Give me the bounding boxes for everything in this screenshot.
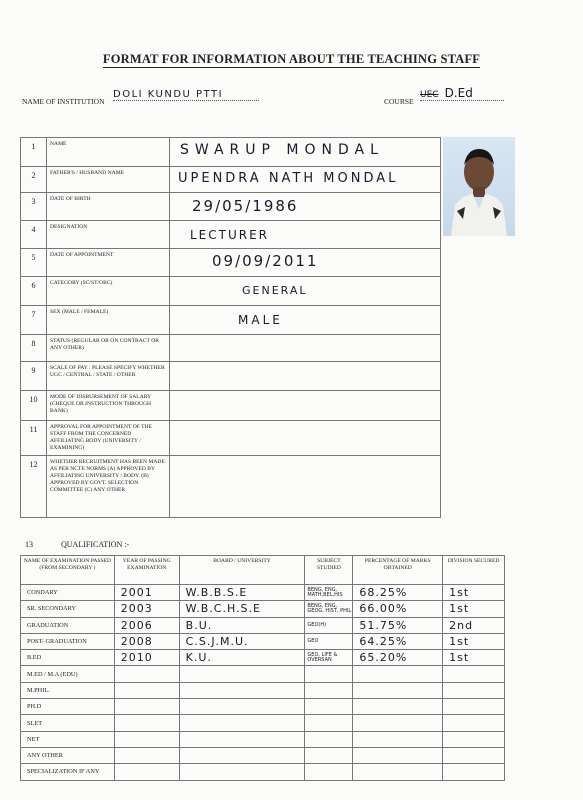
field-value: GENERAL bbox=[242, 284, 308, 297]
qualification-row bbox=[21, 585, 505, 601]
division-value bbox=[443, 749, 449, 762]
row-number: 3 bbox=[21, 193, 47, 221]
exam-name-cell bbox=[21, 731, 115, 747]
field-value-cell bbox=[170, 391, 441, 421]
percentage-value-cell bbox=[353, 650, 443, 666]
exam-name-cell bbox=[21, 699, 115, 715]
exam-name: POST- GRADUATION bbox=[27, 638, 87, 646]
field-value-cell bbox=[170, 249, 441, 277]
percentage-value-cell bbox=[353, 682, 443, 698]
board-value-cell bbox=[179, 650, 305, 666]
year-value bbox=[115, 765, 121, 778]
percentage-value: 68.25% bbox=[359, 586, 408, 600]
subject-value-cell bbox=[305, 747, 353, 763]
header-exam: NAME OF EXAMINATION PASSED (FROM SECONDARY ) bbox=[21, 556, 115, 585]
board-value bbox=[180, 684, 186, 697]
division-value-cell bbox=[443, 666, 505, 682]
percentage-value-cell bbox=[353, 585, 443, 601]
percentage-value: 64.25% bbox=[359, 635, 408, 649]
division-value-cell bbox=[443, 715, 505, 731]
header-division: DIVISION SECURED bbox=[443, 556, 505, 585]
info-row bbox=[21, 167, 441, 193]
info-row bbox=[21, 421, 441, 456]
division-value bbox=[443, 684, 449, 697]
exam-name: SR. SECONDARY bbox=[27, 605, 76, 613]
board-value-cell bbox=[179, 617, 305, 633]
info-row bbox=[21, 335, 441, 362]
division-value-cell bbox=[443, 633, 505, 649]
info-row bbox=[21, 249, 441, 277]
qualification-heading: QUALIFICATION :- bbox=[61, 540, 130, 549]
exam-name: M.ED / M.A (EDU) bbox=[27, 670, 78, 678]
division-value: 1st bbox=[449, 651, 470, 665]
subject-value-cell bbox=[305, 666, 353, 682]
board-value bbox=[180, 700, 186, 713]
percentage-value: 66.00% bbox=[359, 602, 408, 616]
exam-name-cell bbox=[21, 650, 115, 666]
exam-name-cell bbox=[21, 747, 115, 763]
field-value-cell bbox=[170, 277, 441, 306]
row-number: 6 bbox=[21, 277, 47, 306]
qualification-row bbox=[21, 633, 505, 649]
board-value: K.U. bbox=[185, 651, 212, 665]
subject-value-cell bbox=[305, 699, 353, 715]
field-value-cell bbox=[170, 221, 441, 249]
course-label: COURSE bbox=[384, 97, 414, 106]
qualification-row bbox=[21, 666, 505, 682]
board-value: W.B.B.S.E bbox=[185, 586, 248, 600]
percentage-value-cell bbox=[353, 699, 443, 715]
board-value bbox=[180, 668, 186, 681]
division-value-cell bbox=[443, 731, 505, 747]
exam-name-cell bbox=[21, 585, 115, 601]
subject-value: BENG, ENG, MATH,BEL,HIS bbox=[307, 586, 343, 598]
field-label: APPROVAL FOR APPOINTMENT OF THE STAFF FROM THE CONCERNED AFFILIATING BODY (UNIVERSITY / EXAMINING) bbox=[47, 421, 170, 456]
page-title: FORMAT FOR INFORMATION ABOUT THE TEACHING STAFF bbox=[102, 52, 481, 66]
division-value-cell bbox=[443, 601, 505, 617]
division-value-cell bbox=[443, 585, 505, 601]
field-value: SWARUP MONDAL bbox=[180, 142, 384, 158]
field-label: WHETHER RECRUITMENT HAS BEEN MADE AS PER NCTE NORMS (A) APPROVED BY AFFILIATING UNIVERSITY / BODY. (B) APPROVED BY GOVT. SELECTION COMMITTEE (C) ANY OTHER bbox=[47, 456, 170, 518]
exam-name-cell bbox=[21, 617, 115, 633]
board-value-cell bbox=[179, 699, 305, 715]
board-value-cell bbox=[179, 666, 305, 682]
row-number: 11 bbox=[21, 421, 47, 456]
field-value-cell bbox=[170, 456, 441, 518]
row-number: 2 bbox=[21, 167, 47, 193]
division-value bbox=[443, 668, 449, 681]
division-value-cell bbox=[443, 747, 505, 763]
subject-value: GEO bbox=[307, 638, 319, 645]
year-value bbox=[115, 733, 121, 746]
division-value: 1st bbox=[449, 602, 470, 616]
division-value bbox=[443, 733, 449, 746]
percentage-value bbox=[353, 700, 359, 713]
row-number: 5 bbox=[21, 249, 47, 277]
qualification-number: 13 bbox=[25, 540, 33, 549]
year-value-cell bbox=[114, 585, 179, 601]
division-value bbox=[443, 765, 449, 778]
year-value: 2006 bbox=[120, 618, 153, 632]
exam-name: CONDARY bbox=[27, 589, 58, 597]
field-label: SEX (MALE / FEMALE) bbox=[47, 306, 170, 335]
board-value-cell bbox=[179, 731, 305, 747]
qualification-header-row bbox=[21, 556, 505, 585]
year-value: 2010 bbox=[120, 651, 153, 665]
field-value-cell bbox=[170, 306, 441, 335]
qualification-row bbox=[21, 682, 505, 698]
field-value-cell bbox=[170, 193, 441, 221]
board-value: C.S.J.M.U. bbox=[185, 635, 249, 649]
year-value: 2001 bbox=[120, 586, 153, 600]
division-value-cell bbox=[443, 617, 505, 633]
subject-value-cell bbox=[305, 682, 353, 698]
qualification-row bbox=[21, 650, 505, 666]
board-value bbox=[180, 749, 186, 762]
row-number: 12 bbox=[21, 456, 47, 518]
year-value-cell bbox=[114, 633, 179, 649]
qualification-row bbox=[21, 764, 505, 780]
course-struck-text: UEC bbox=[420, 90, 439, 100]
qualification-row bbox=[21, 715, 505, 731]
field-value-cell bbox=[170, 335, 441, 362]
field-label: DATE OF BIRTH bbox=[47, 193, 170, 221]
year-value bbox=[115, 684, 121, 697]
percentage-value-cell bbox=[353, 731, 443, 747]
header-board: BOARD / UNIVERSITY bbox=[179, 556, 305, 585]
field-value: 09/09/2011 bbox=[212, 252, 319, 270]
division-value: 2nd bbox=[449, 618, 474, 632]
percentage-value-cell bbox=[353, 666, 443, 682]
division-value-cell bbox=[443, 650, 505, 666]
year-value: 2008 bbox=[120, 635, 153, 649]
subject-value-cell bbox=[305, 650, 353, 666]
subject-value: BENG, ENG, GEOG, HIST, PHIL bbox=[307, 602, 352, 614]
percentage-value-cell bbox=[353, 715, 443, 731]
qualification-row bbox=[21, 617, 505, 633]
header-percentage: PERCENTAGE OF MARKS OBTAINED bbox=[353, 556, 443, 585]
info-row bbox=[21, 362, 441, 391]
division-value-cell bbox=[443, 682, 505, 698]
info-row bbox=[21, 391, 441, 421]
field-label: STATUS (REGULAR OR ON CONTRACT OR ANY OTHER) bbox=[47, 335, 170, 362]
percentage-value-cell bbox=[353, 764, 443, 780]
board-value-cell bbox=[179, 601, 305, 617]
row-number: 1 bbox=[21, 138, 47, 167]
course-value bbox=[420, 86, 504, 101]
year-value bbox=[115, 700, 121, 713]
field-value: MALE bbox=[238, 313, 283, 327]
field-label: MODE OF DISBURSEMENT OF SALARY (CHEQUE OR INSTRUCTION THROUGH BANK) bbox=[47, 391, 170, 421]
field-label: SCALE OF PAY : PLEASE SPECIFY WHETHER UGC / CENTRAL / STATE / OTHER bbox=[47, 362, 170, 391]
division-value-cell bbox=[443, 764, 505, 780]
division-value: 1st bbox=[449, 586, 470, 600]
exam-name: GRADUATION bbox=[27, 621, 69, 629]
qualification-row bbox=[21, 747, 505, 763]
field-label: CATEGORY (SC/ST/OBC) bbox=[47, 277, 170, 306]
percentage-value bbox=[353, 765, 359, 778]
subject-value-cell bbox=[305, 731, 353, 747]
exam-name: B.ED bbox=[27, 654, 42, 662]
exam-name: SPECIALIZATION IF ANY bbox=[27, 768, 100, 776]
field-value-cell bbox=[170, 362, 441, 391]
exam-name-cell bbox=[21, 666, 115, 682]
field-value-cell bbox=[170, 421, 441, 456]
subject-value-cell bbox=[305, 617, 353, 633]
field-value-cell bbox=[170, 167, 441, 193]
exam-name-cell bbox=[21, 682, 115, 698]
exam-name-cell bbox=[21, 633, 115, 649]
field-label: NAME bbox=[47, 138, 170, 167]
subject-value-cell bbox=[305, 601, 353, 617]
year-value-cell bbox=[114, 747, 179, 763]
year-value-cell bbox=[114, 601, 179, 617]
exam-name: SLET bbox=[27, 719, 43, 727]
board-value: B.U. bbox=[185, 618, 213, 632]
percentage-value-cell bbox=[353, 601, 443, 617]
row-number: 7 bbox=[21, 306, 47, 335]
board-value bbox=[180, 717, 186, 730]
qualification-row bbox=[21, 699, 505, 715]
year-value-cell bbox=[114, 715, 179, 731]
year-value-cell bbox=[114, 764, 179, 780]
staff-photo bbox=[443, 137, 515, 236]
year-value bbox=[115, 668, 121, 681]
division-value bbox=[443, 700, 449, 713]
header-subject: SUBJECT STUDIED bbox=[305, 556, 353, 585]
year-value-cell bbox=[114, 682, 179, 698]
board-value bbox=[180, 733, 186, 746]
info-row bbox=[21, 221, 441, 249]
subject-value-cell bbox=[305, 764, 353, 780]
year-value-cell bbox=[114, 666, 179, 682]
board-value-cell bbox=[179, 682, 305, 698]
field-value: LECTURER bbox=[190, 228, 270, 242]
field-label: DESIGNATION bbox=[47, 221, 170, 249]
staff-info-table bbox=[20, 137, 441, 518]
division-value: 1st bbox=[449, 635, 470, 649]
field-value-cell bbox=[170, 138, 441, 167]
year-value-cell bbox=[114, 617, 179, 633]
row-number: 9 bbox=[21, 362, 47, 391]
percentage-value bbox=[353, 684, 359, 697]
year-value bbox=[115, 749, 121, 762]
subject-value: GEO, LIFE & OVERSAN bbox=[307, 651, 338, 663]
board-value-cell bbox=[179, 747, 305, 763]
board-value-cell bbox=[179, 764, 305, 780]
year-value-cell bbox=[114, 731, 179, 747]
percentage-value bbox=[353, 749, 359, 762]
exam-name-cell bbox=[21, 715, 115, 731]
year-value bbox=[115, 717, 121, 730]
percentage-value-cell bbox=[353, 633, 443, 649]
board-value-cell bbox=[179, 715, 305, 731]
year-value: 2003 bbox=[120, 602, 153, 616]
percentage-value bbox=[353, 733, 359, 746]
percentage-value: 51.75% bbox=[359, 618, 408, 632]
exam-name: PH.D bbox=[27, 703, 42, 711]
subject-value-cell bbox=[305, 715, 353, 731]
board-value-cell bbox=[179, 633, 305, 649]
year-value-cell bbox=[114, 650, 179, 666]
qualification-row bbox=[21, 601, 505, 617]
percentage-value bbox=[353, 668, 359, 681]
exam-name-cell bbox=[21, 601, 115, 617]
info-row bbox=[21, 306, 441, 335]
board-value: W.B.C.H.S.E bbox=[185, 602, 261, 616]
exam-name: M.PHIL. bbox=[27, 686, 50, 694]
institution-value: DOLI KUNDU PTTI bbox=[113, 89, 259, 101]
course-handwritten: D.Ed bbox=[444, 86, 473, 100]
info-row bbox=[21, 138, 441, 167]
year-value-cell bbox=[114, 699, 179, 715]
field-label: FATHER'S / HUSBAND NAME bbox=[47, 167, 170, 193]
subject-value-cell bbox=[305, 585, 353, 601]
row-number: 10 bbox=[21, 391, 47, 421]
field-value: UPENDRA NATH MONDAL bbox=[178, 171, 399, 186]
header-year: YEAR OF PASSING EXAMINATION bbox=[114, 556, 179, 585]
row-number: 8 bbox=[21, 335, 47, 362]
row-number: 4 bbox=[21, 221, 47, 249]
board-value bbox=[180, 765, 186, 778]
exam-name: NET bbox=[27, 735, 40, 743]
exam-name: ANY OTHER bbox=[27, 752, 63, 760]
division-value bbox=[443, 717, 449, 730]
division-value-cell bbox=[443, 699, 505, 715]
info-row bbox=[21, 277, 441, 306]
info-row bbox=[21, 456, 441, 518]
qualification-table bbox=[20, 555, 505, 781]
institution-label: NAME OF INSTITUTION bbox=[22, 97, 105, 106]
percentage-value: 65.20% bbox=[359, 651, 408, 665]
subject-value: GEO(H) bbox=[307, 621, 327, 628]
exam-name-cell bbox=[21, 764, 115, 780]
percentage-value-cell bbox=[353, 747, 443, 763]
subject-value-cell bbox=[305, 633, 353, 649]
qualification-row bbox=[21, 731, 505, 747]
field-value: 29/05/1986 bbox=[192, 197, 299, 215]
percentage-value-cell bbox=[353, 617, 443, 633]
field-label: DATE OF APPOINTMENT bbox=[47, 249, 170, 277]
info-row bbox=[21, 193, 441, 221]
board-value-cell bbox=[179, 585, 305, 601]
percentage-value bbox=[353, 717, 359, 730]
